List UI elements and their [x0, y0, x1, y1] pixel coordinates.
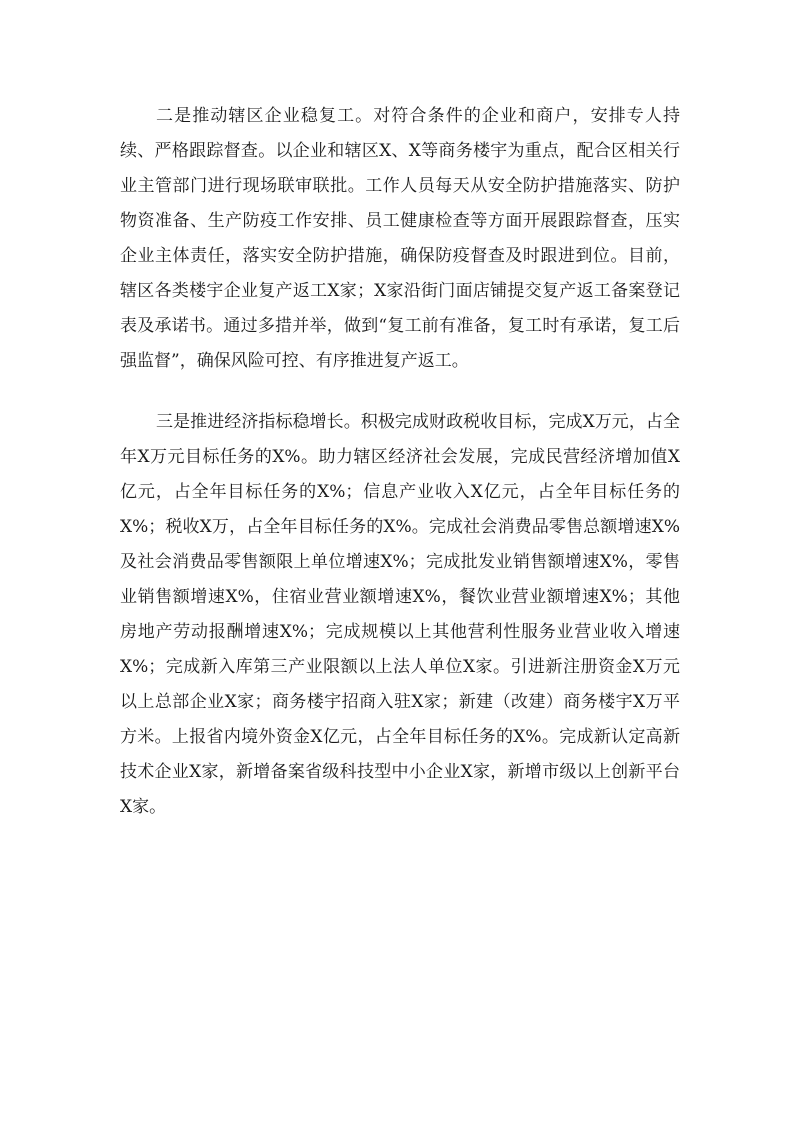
document-body	[120, 99, 680, 825]
paragraph-economic-indicators: 三是推进经济指标稳增长。积极完成财政税收目标，完成X万元，占全年X万元目标任务的X%。助力辖区经济社会发展，完成民营经济增加值X亿元，占全年目标任务的X%；信息产业收入X亿元，占全年目标任务的X%；税收X万，占全年目标任务的X%。完成社会消费品零售总额增速X%及社会消费品零售额限上单位增速X%；完成批发业销售额增速X%，零售业销售额增速X%，住宿业营业额增速X%，餐饮业营业额增速X%；其他房地产劳动报酬增速X%；完成规模以上其他营利性服务业营业收入增速X%；完成新入库第三产业限额以上法人单位X家。引进新注册资金X万元以上总部企业X家；商务楼宇招商入驻X家；新建（改建）商务楼宇X万平方米。上报省内境外资金X亿元，占全年目标任务的X%。完成新认定高新技术企业X家，新增备案省级科技型中小企业X家，新增市级以上创新平台X家。	[120, 412, 680, 817]
paragraph-resume-work: 二是推动辖区企业稳复工。对符合条件的企业和商户，安排专人持续、严格跟踪督查。以企业和辖区X、X等商务楼宇为重点，配合区相关行业主管部门进行现场联审联批。工作人员每天从安全防护措施落实、防护物资准备、生产防疫工作安排、员工健康检查等方面开展跟踪督查，压实企业主体责任，落实安全防护措施，确保防疫督查及时跟进到位。目前，辖区各类楼宇企业复产返工X家；X家沿街门面店铺提交复产返工备案登记表及承诺书。通过多措并举，做到“复工前有准备，复工时有承诺，复工后强监督”，确保风险可控、有序推进复产返工。	[120, 106, 680, 371]
